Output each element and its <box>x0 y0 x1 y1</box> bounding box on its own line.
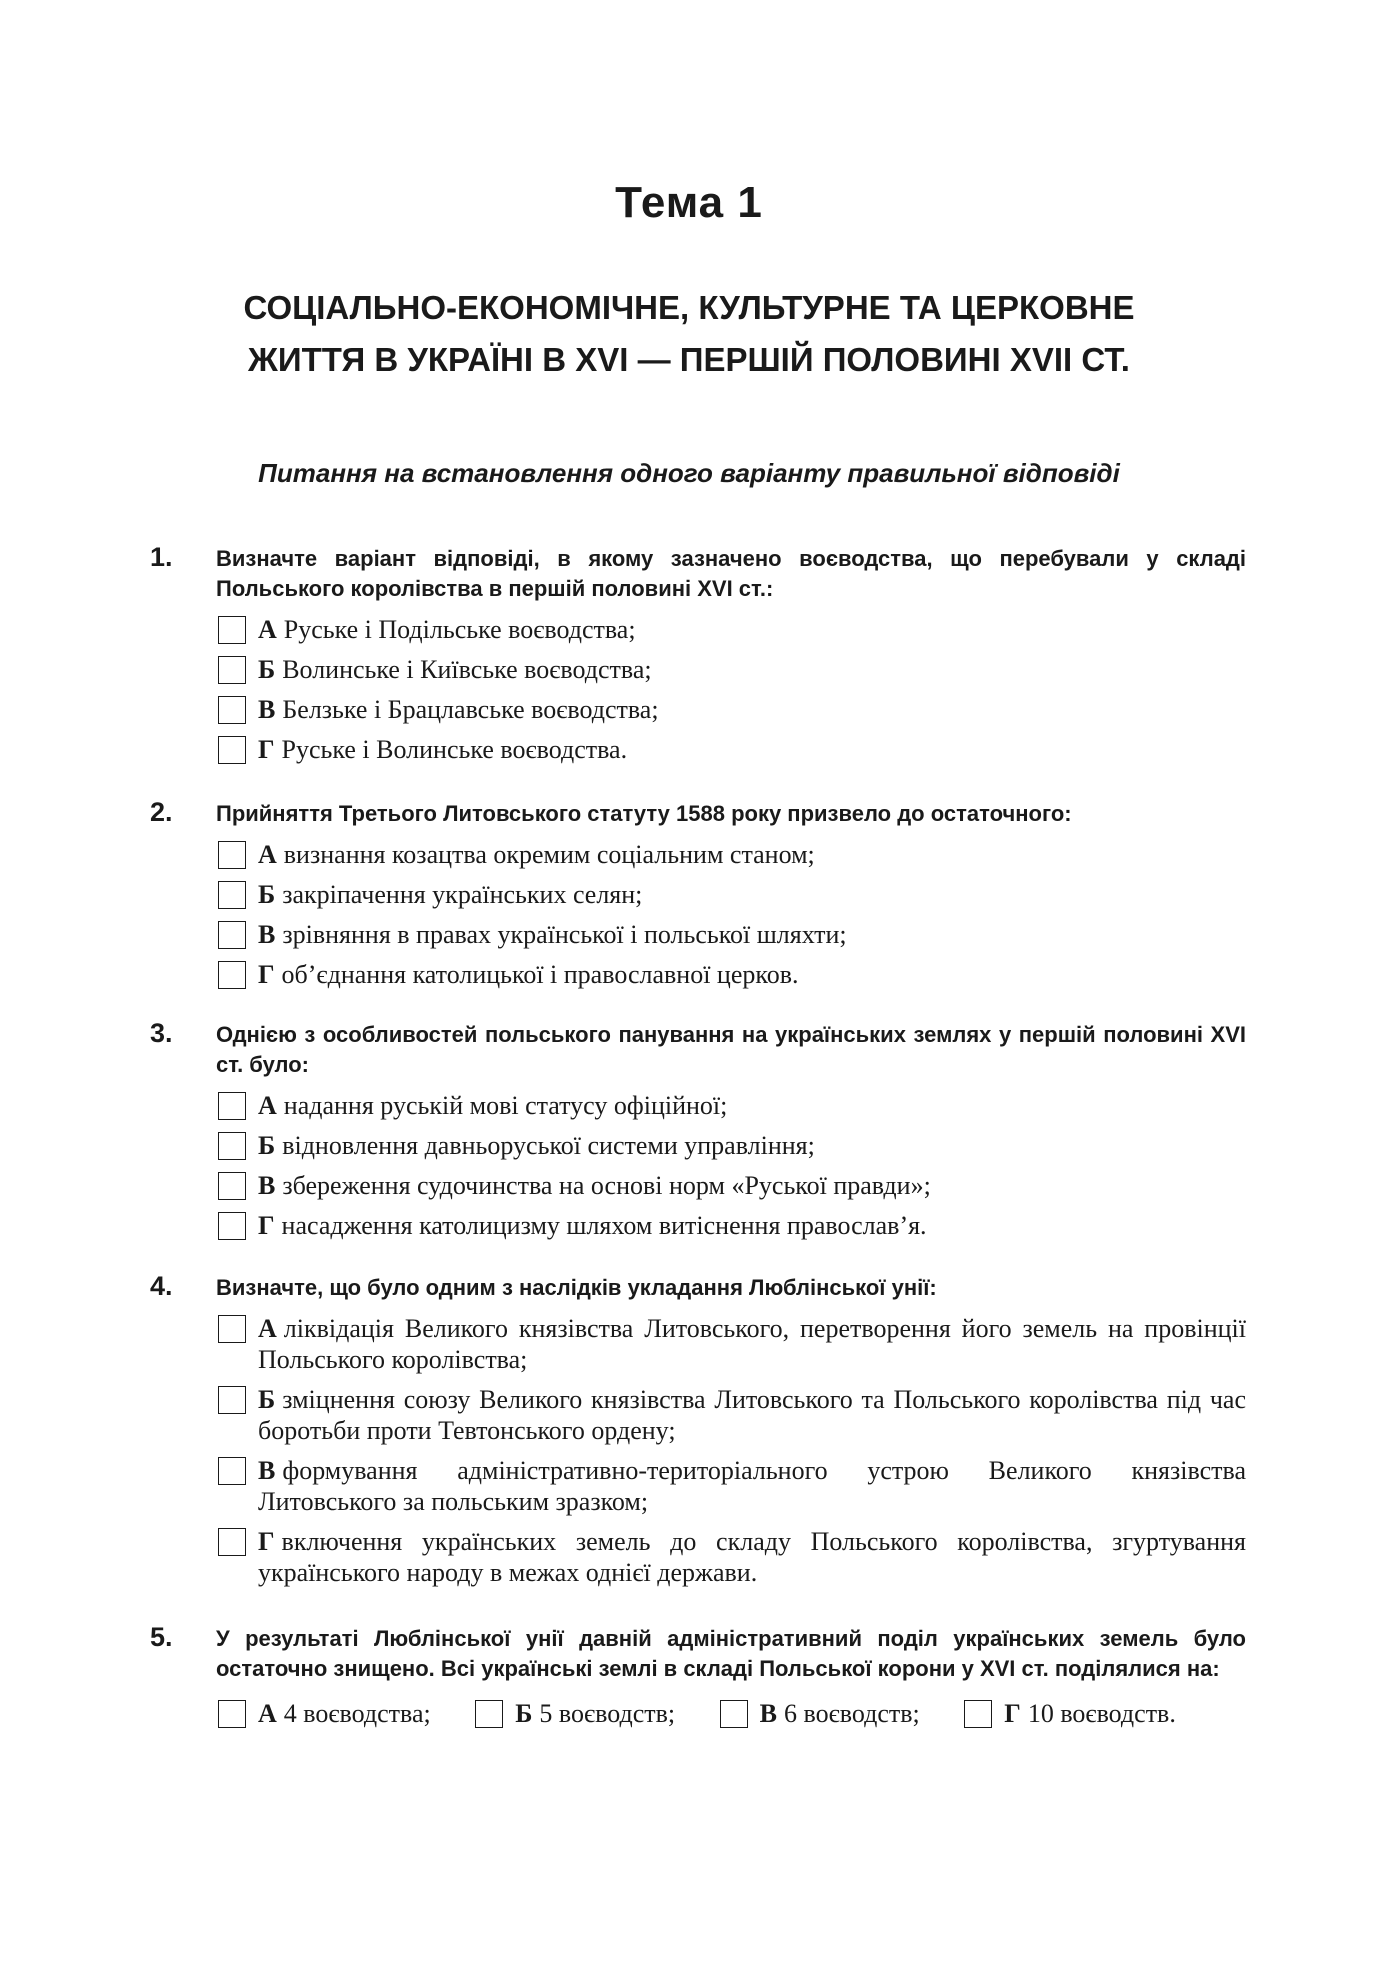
question-number: 3. <box>150 1018 173 1048</box>
option-text: насадження католицизму шляхом витіснення православ’я. <box>281 1211 927 1240</box>
option-a[interactable] <box>218 1313 1246 1375</box>
option-text: збереження судочинства на основі норм «Руської правди»; <box>282 1171 931 1200</box>
option-letter: Г <box>258 1211 275 1240</box>
options-list <box>150 1090 1246 1241</box>
option-letter: Б <box>258 655 276 684</box>
option-letter: А <box>258 840 277 869</box>
option-letter: Г <box>258 1527 275 1556</box>
option-text: визнання козацтва окремим соціальним станом; <box>283 840 815 869</box>
checkbox[interactable] <box>218 696 246 724</box>
checkbox[interactable] <box>218 1386 246 1414</box>
question-number: 5. <box>150 1622 173 1652</box>
option-letter: А <box>258 1091 277 1120</box>
option-text: 5 воєводств; <box>539 1699 676 1728</box>
option-letter: Г <box>1004 1699 1021 1728</box>
main-title-line-1: СОЦІАЛЬНО-ЕКОНОМІЧНЕ, КУЛЬТУРНЕ ТА ЦЕРКОВНЕ <box>243 289 1135 326</box>
option-letter: В <box>258 695 276 724</box>
option-text: формування адміністративно-територіального устрою Великого князівства Литовського за польським зразком; <box>258 1456 1246 1516</box>
option-letter: Б <box>515 1699 533 1728</box>
option-text: зміцнення союзу Великого князівства Литовського та Польського королівства під час боротьби проти Тевтонського ордену; <box>258 1385 1246 1445</box>
option-text: Волинське і Київське воєводства; <box>282 655 652 684</box>
checkbox[interactable] <box>218 1700 246 1728</box>
option-letter: А <box>258 615 277 644</box>
option-b[interactable] <box>218 879 1246 910</box>
checkbox[interactable] <box>218 1528 246 1556</box>
option-letter: А <box>258 1699 277 1728</box>
option-b[interactable] <box>218 654 1246 685</box>
checkbox[interactable] <box>964 1700 992 1728</box>
option-text: ліквідація Великого князівства Литовського, перетворення його земель на провінції Польського королівства; <box>258 1314 1246 1374</box>
option-letter: В <box>258 1171 276 1200</box>
question-5 <box>150 1622 1246 1729</box>
option-d[interactable] <box>964 1698 1176 1729</box>
checkbox[interactable] <box>218 1172 246 1200</box>
question-text: Визначте, що було одним з наслідків укладання Люблінської унії: <box>216 1275 937 1300</box>
checkbox[interactable] <box>475 1700 503 1728</box>
options-list <box>218 1698 1246 1729</box>
option-d[interactable] <box>218 959 1246 990</box>
checkbox[interactable] <box>218 736 246 764</box>
option-letter: В <box>258 920 276 949</box>
question-1 <box>150 542 1246 774</box>
checkbox[interactable] <box>218 1132 246 1160</box>
option-a[interactable] <box>218 1090 1246 1121</box>
option-c[interactable] <box>218 694 1246 725</box>
option-c[interactable] <box>218 1170 1246 1201</box>
options-list <box>150 1313 1246 1588</box>
question-text: Прийняття Третього Литовського статуту 1588 року призвело до остаточного: <box>216 801 1072 826</box>
option-b[interactable] <box>475 1698 675 1729</box>
option-text: Руське і Подільське воєводства; <box>283 615 636 644</box>
checkbox[interactable] <box>720 1700 748 1728</box>
question-number: 1. <box>150 542 173 572</box>
checkbox[interactable] <box>218 1315 246 1343</box>
question-text: У результаті Люблінської унії давній адміністративний поділ українських земель було остаточно знищено. Всі українські землі в складі Польської корони у XVI ст. поділялися на: <box>216 1626 1246 1681</box>
options-list <box>150 839 1246 990</box>
question-2 <box>150 797 1246 999</box>
option-c[interactable] <box>720 1698 920 1729</box>
option-c[interactable] <box>218 919 1246 950</box>
checkbox[interactable] <box>218 841 246 869</box>
option-text: 6 воєводств; <box>784 1699 920 1728</box>
option-d[interactable] <box>218 1210 1246 1241</box>
section-title: Питання на встановлення одного варіанту правильної відповіді <box>258 458 1120 488</box>
checkbox[interactable] <box>218 1092 246 1120</box>
option-b[interactable] <box>218 1384 1246 1446</box>
options-list <box>150 614 1246 765</box>
main-title-line-2: ЖИТТЯ В УКРАЇНІ В XVI — ПЕРШІЙ ПОЛОВИНІ XVII СТ. <box>248 341 1130 378</box>
option-text: 10 воєводств. <box>1027 1699 1176 1728</box>
checkbox[interactable] <box>218 616 246 644</box>
checkbox[interactable] <box>218 921 246 949</box>
checkbox[interactable] <box>218 961 246 989</box>
option-text: об’єднання католицької і православної церков. <box>281 960 799 989</box>
option-a[interactable] <box>218 839 1246 870</box>
question-4 <box>150 1271 1246 1597</box>
option-b[interactable] <box>218 1130 1246 1161</box>
question-3 <box>150 1018 1246 1250</box>
option-text: закріпачення українських селян; <box>282 880 643 909</box>
option-a[interactable] <box>218 1698 431 1729</box>
question-text: Визначте варіант відповіді, в якому зазначено воєводства, що перебували у складі Польського королівства в першій половині XVI ст.: <box>216 546 1246 601</box>
checkbox[interactable] <box>218 881 246 909</box>
option-letter: Г <box>258 960 275 989</box>
option-d[interactable] <box>218 734 1246 765</box>
option-text: 4 воєводства; <box>283 1699 431 1728</box>
option-text: Белзьке і Брацлавське воєводства; <box>282 695 659 724</box>
question-number: 4. <box>150 1271 173 1301</box>
option-letter: В <box>759 1699 778 1728</box>
option-text: відновлення давньоруської системи управління; <box>282 1131 815 1160</box>
option-text: Руське і Волинське воєводства. <box>281 735 628 764</box>
checkbox[interactable] <box>218 1457 246 1485</box>
option-text: включення українських земель до складу Польського королівства, згуртування українського народу в межах однієї держави. <box>258 1527 1246 1587</box>
option-d[interactable] <box>218 1526 1246 1588</box>
option-letter: А <box>258 1314 277 1343</box>
option-text: надання руській мові статусу офіційної; <box>283 1091 728 1120</box>
checkbox[interactable] <box>218 656 246 684</box>
question-text: Однією з особливостей польського панування на українських землях у першій половині XVI ст. було: <box>216 1022 1246 1077</box>
option-letter: Б <box>258 880 276 909</box>
checkbox[interactable] <box>218 1212 246 1240</box>
main-title <box>0 282 1378 386</box>
option-text: зрівняння в правах української і польської шляхти; <box>282 920 847 949</box>
option-letter: Б <box>258 1385 276 1414</box>
option-c[interactable] <box>218 1455 1246 1517</box>
option-letter: В <box>258 1456 276 1485</box>
option-letter: Б <box>258 1131 276 1160</box>
question-number: 2. <box>150 797 173 827</box>
option-a[interactable] <box>218 614 1246 645</box>
option-letter: Г <box>258 735 275 764</box>
topic-title: Тема 1 <box>615 178 763 227</box>
